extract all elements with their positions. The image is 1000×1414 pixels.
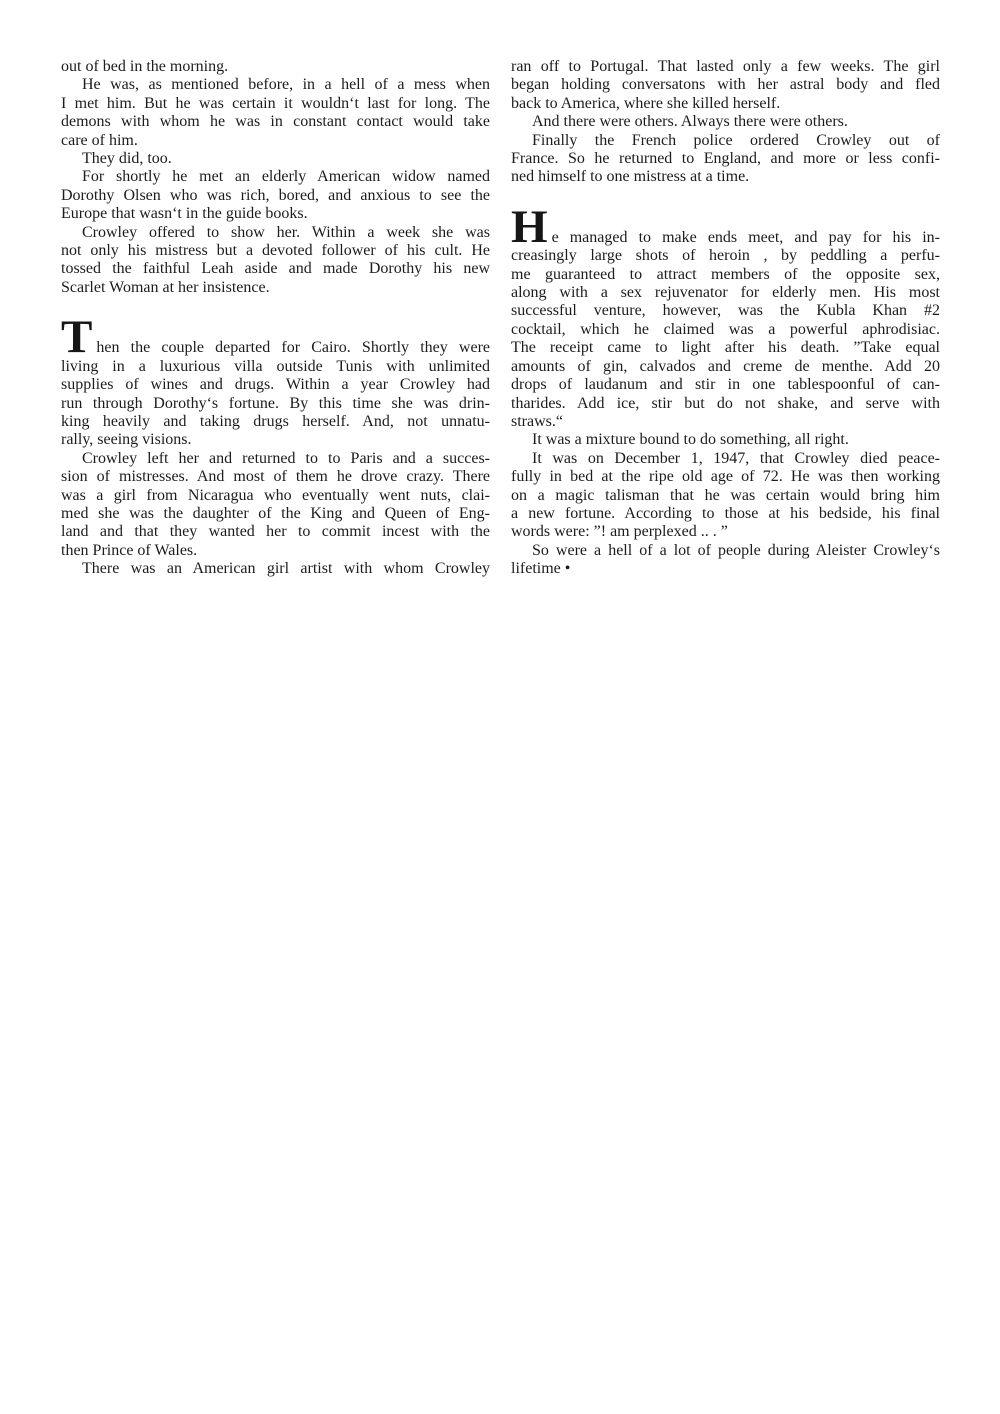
text-column-right	[511, 58, 940, 579]
text-line: a new fortune. According to those at his bedside, his final	[511, 504, 940, 522]
text-line: king heavily and taking drugs herself. And, not unnatu-	[61, 412, 490, 430]
text-line: Europe that wasn‘t in the guide books.	[61, 205, 308, 223]
left-text-block-2	[61, 311, 490, 578]
text-line: creasingly large shots of heroin , by peddling a perfu-	[511, 247, 940, 265]
text-line: me guaranteed to attract members of the opposite sex,	[511, 265, 940, 283]
raised-initial-cap: T	[61, 311, 93, 364]
text-line: began holding conversatons with her astral body and fled	[511, 76, 940, 94]
text-line: tossed the faithful Leah aside and made Dorothy his new	[61, 260, 490, 278]
text-line: back to America, where she killed herself.	[511, 94, 781, 112]
text-line: then Prince of Wales.	[61, 541, 198, 559]
right-text-block-1	[511, 58, 940, 187]
text-line: amounts of gin, calvados and creme de menthe. Add 20	[511, 357, 940, 375]
text-line: words were: ”! am perplexed .. . ”	[511, 523, 728, 541]
text-line: run through Dorothy‘s fortune. By this time she was drin-	[61, 394, 490, 412]
text-line: lifetime •	[511, 560, 571, 578]
left-text-block-1	[61, 58, 490, 297]
text-line: fully in bed at the ripe old age of 72. He was then working	[511, 468, 940, 486]
text-line: land and that they wanted her to commit incest with the	[61, 523, 490, 541]
text-line: sion of mistresses. And most of them he drove crazy. There	[61, 468, 490, 486]
text-line: supplies of wines and drugs. Within a year Crowley had	[61, 376, 490, 394]
text-line: Dorothy Olsen who was rich, bored, and anxious to see the	[61, 186, 490, 204]
text-line: Scarlet Woman at her insistence.	[61, 278, 270, 296]
text-line: rally, seeing visions.	[61, 431, 192, 449]
text-line: It was on December 1, 1947, that Crowley died peace-	[532, 449, 940, 467]
text-line: living in a luxurious villa outside Tunis with unlimited	[61, 357, 490, 375]
text-line: care of him.	[61, 131, 138, 149]
text-line: It was a mixture bound to do something, all right.	[532, 431, 849, 449]
text-line: They did, too.	[82, 150, 172, 168]
text-line: He was, as mentioned before, in a hell of a mess when	[82, 76, 490, 94]
text-line: France. So he returned to England, and more or less confi-	[511, 150, 940, 168]
text-line: I met him. But he was certain it wouldn‘t last for long. The	[61, 94, 490, 112]
text-line: Crowley left her and returned to to Paris and a succes-	[82, 449, 490, 467]
text-line: He managed to make ends meet, and pay for his in-	[511, 200, 940, 253]
text-line: successful venture, however, was the Kubla Khan #2	[511, 302, 940, 320]
text-line: Crowley offered to show her. Within a week she was	[82, 223, 490, 241]
text-line: demons with whom he was in constant contact would take	[61, 113, 490, 131]
text-line: The receipt came to light after his death. ”Take equal	[511, 339, 940, 357]
text-line: was a girl from Nicaragua who eventually went nuts, clai-	[61, 486, 490, 504]
text-line: And there were others. Always there were others.	[532, 113, 848, 131]
text-line: For shortly he met an elderly American widow named	[82, 168, 490, 186]
text-line: ran off to Portugal. That lasted only a few weeks. The girl	[511, 58, 940, 75]
text-column-left	[61, 58, 490, 579]
text-line: straws.“	[511, 412, 563, 430]
text-line: So were a hell of a lot of people during Aleister Crowley‘s	[532, 541, 940, 559]
text-line: tharides. Add ice, stir but do not shake, and serve with	[511, 394, 940, 412]
text-line: ned himself to one mistress at a time.	[511, 168, 750, 186]
text-line: Finally the French police ordered Crowley out of	[532, 131, 940, 149]
text-line: drops of laudanum and stir in one tablespoonful of can-	[511, 376, 940, 394]
text-line: not only his mistress but a devoted follower of his cult. He	[61, 242, 490, 260]
text-line: out of bed in the morning.	[61, 58, 229, 75]
right-text-block-2	[511, 200, 940, 579]
text-line: There was an American girl artist with whom Crowley	[82, 560, 490, 578]
text-line: on a magic talisman that he was certain would bring him	[511, 486, 940, 504]
text-line: med she was the daughter of the King and Queen of Eng-	[61, 504, 490, 522]
raised-initial-cap: H	[511, 200, 548, 253]
text-line: Then the couple departed for Cairo. Shortly they were	[61, 311, 490, 364]
text-line: along with a sex rejuvenator for elderly men. His most	[511, 284, 940, 302]
text-line: cocktail, which he claimed was a powerful aphrodisiac.	[511, 320, 940, 338]
